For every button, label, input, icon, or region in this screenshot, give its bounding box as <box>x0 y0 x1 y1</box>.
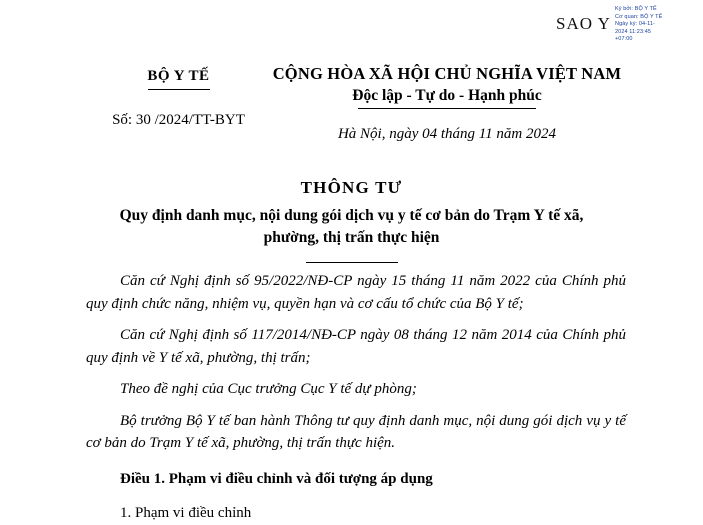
signature-line-5: +07:00 <box>615 36 633 43</box>
article-1-subitem-1: 1. Phạm vi điều chỉnh <box>120 505 252 521</box>
issuing-organization: BỘ Y TẾ <box>147 68 210 84</box>
signature-line-4: 2024 11:23:45 <box>615 28 652 35</box>
preamble-paragraph-4: Bộ trưởng Bộ Y tế ban hành Thông tư quy định danh mục, nội dung gói dịch vụ y tế cơ bản do Trạm Y tế xã, phường, thị trấn thực hiện. <box>86 412 626 451</box>
title-underline <box>306 262 398 263</box>
signature-line-1: Ký bởi: BỘ Y TẾ <box>615 6 657 12</box>
page-title: Quy định danh mục, nội dung gói dịch vụ y tế cơ bản do Trạm Y tế xã, phường, thị trấn thực hiện <box>119 207 584 247</box>
national-motto: Độc lập - Tự do - Hạnh phúc <box>352 87 542 104</box>
preamble-paragraph-3: Theo đề nghị của Cục trưởng Cục Y tế dự phòng; <box>120 381 417 397</box>
document-number-suffix: /2024/TT-BYT <box>154 112 245 128</box>
place-and-date: Hà Nội, ngày 04 tháng 11 năm 2024 <box>337 126 557 142</box>
certified-copy-label: SAO Y <box>556 14 611 33</box>
digital-signature-stamp <box>615 6 701 44</box>
national-motto-underline <box>358 108 536 109</box>
document-number <box>96 112 261 129</box>
preamble-paragraph-2: Căn cứ Nghị định số 117/2014/NĐ-CP ngày 08 tháng 12 năm 2014 của Chính phủ quy định về Y tế xã, phường, thị trấn; <box>86 327 626 366</box>
issuing-organization-underline <box>148 89 210 90</box>
signature-line-3: Ngày ký: 04-11- <box>615 21 655 28</box>
document-number-value: 30 <box>135 112 151 128</box>
document-body <box>86 270 626 525</box>
header-left-block <box>96 68 261 129</box>
signature-line-2: Cơ quan: BỘ Y TẾ <box>615 13 663 20</box>
document-number-label: Số: <box>112 112 133 128</box>
header-right-block <box>262 64 632 143</box>
article-1-heading: Điều 1. Phạm vi điều chỉnh và đối tượng áp dụng <box>120 470 433 487</box>
document-type: THÔNG TƯ <box>300 178 403 197</box>
country-name: CỘNG HÒA XÃ HỘI CHỦ NGHĨA VIỆT NAM <box>272 64 622 83</box>
title-block <box>0 178 703 263</box>
preamble-paragraph-1: Căn cứ Nghị định số 95/2022/NĐ-CP ngày 15 tháng 11 năm 2022 của Chính phủ quy định chức năng, nhiệm vụ, quyền hạn và cơ cấu tổ chức của Bộ Y tế; <box>86 273 626 312</box>
